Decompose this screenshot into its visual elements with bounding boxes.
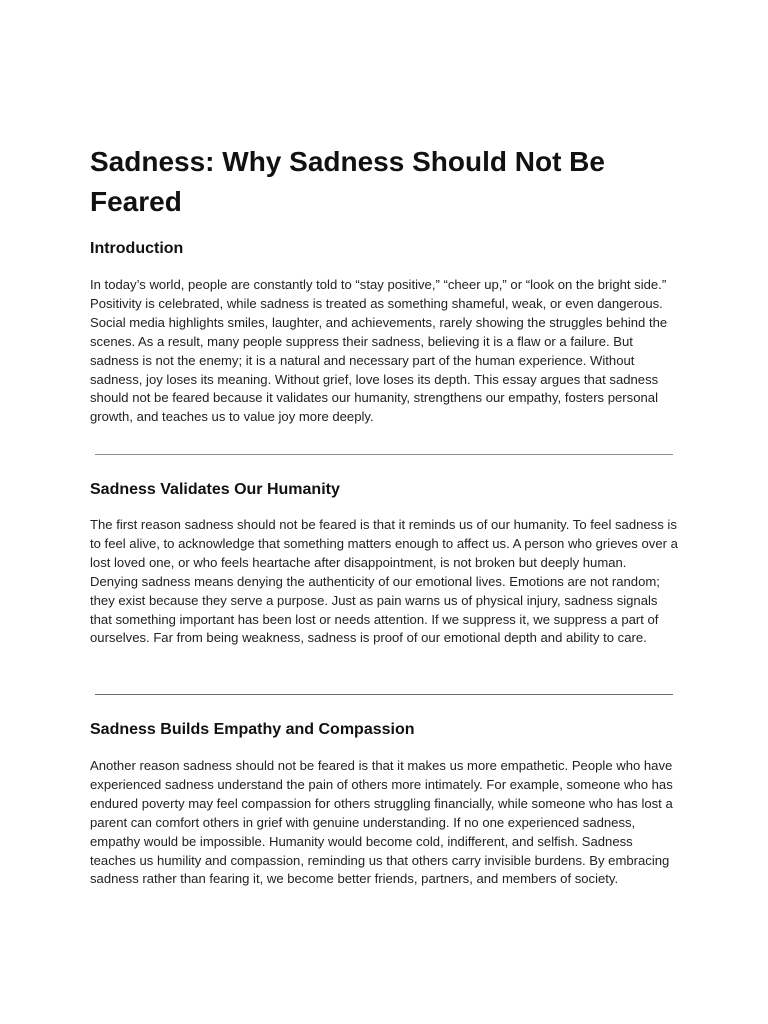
section-divider xyxy=(95,454,673,455)
section-body-empathy: Another reason sadness should not be feared is that it makes us more empathetic. People who have experienced sadness understand the pain of others more intimately. For example, someone who has endured poverty may feel compassion for others struggling financially, while someone who has lost a parent can comfort others in grief with genuine understanding. If no one experienced sadness, empathy would be impossible. Humanity would become cold, indifferent, and selfish. Sadness teaches us humility and compassion, reminding us that others carry invisible burdens. By embracing sadness rather than fearing it, we become better friends, partners, and members of society. xyxy=(90,758,673,887)
section-body-introduction: In today’s world, people are constantly told to “stay positive,” “cheer up,” or “look on the bright side.” Positivity is celebrated, while sadness is treated as something shameful, weak, or even dangerous. Social media highlights smiles, laughter, and achievements, rarely showing the struggles behind the scenes. As a result, many people suppress their sadness, believing it is a flaw or a failure. But sadness is not the enemy; it is a natural and necessary part of the human experience. Without sadness, joy loses its meaning. Without grief, love loses its depth. This essay argues that sadness should not be feared because it validates our humanity, strengthens our empathy, fosters personal growth, and teaches us to value joy more deeply. xyxy=(90,277,668,425)
section-divider xyxy=(95,694,673,695)
section-body-humanity: The first reason sadness should not be feared is that it reminds us of our humanity. To feel sadness is to feel alive, to acknowledge that something matters enough to affect us. A person who grieves over a lost loved one, or who feels heartache after disappointment, is not broken but deeply human. Denying sadness means denying the authenticity of our emotional lives. Emotions are not random; they exist because they serve a purpose. Just as pain warns us of physical injury, sadness signals that something important has been lost or needs attention. If we suppress it, we suppress a part of ourselves. Far from being weakness, sadness is proof of our emotional depth and ability to care. xyxy=(90,517,678,646)
section-heading-introduction: Introduction xyxy=(90,240,184,257)
section-heading-empathy: Sadness Builds Empathy and Compassion xyxy=(90,721,415,738)
section-heading-humanity: Sadness Validates Our Humanity xyxy=(90,481,340,498)
document-title: Sadness: Why Sadness Should Not Be Feared xyxy=(90,146,605,217)
